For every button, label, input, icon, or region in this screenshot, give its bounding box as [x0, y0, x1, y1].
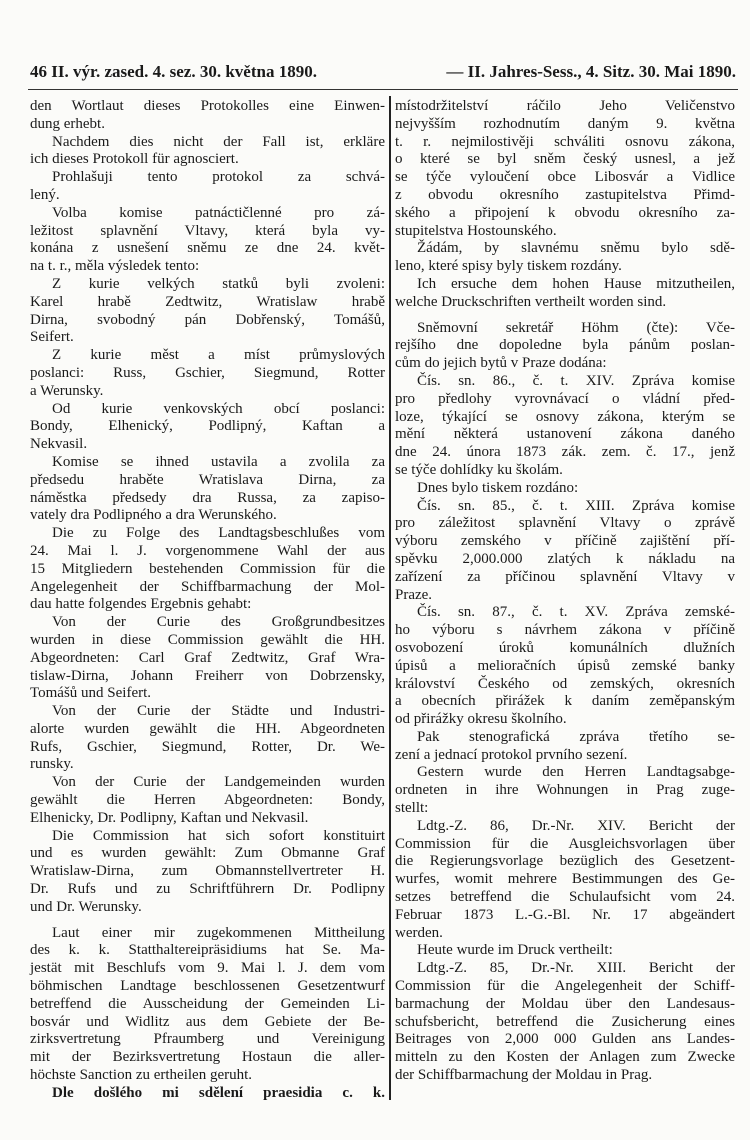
text-line: Die zu Folge des Landtagsbeschlußes vom — [52, 525, 385, 542]
text-line: Dnes bylo tiskem rozdáno: — [417, 479, 579, 496]
text-line: Volba komise patnáctičlenné pro zá- — [52, 204, 385, 221]
text-line: alorte wurden gewählt die HH. Abgeordneten — [30, 720, 385, 737]
text-line: místodržitelství ráčilo Jeho Veličenstvo — [395, 98, 735, 114]
text-line: Commission für die Ausgleichsvorlagen über — [395, 835, 735, 852]
text-line: tislaw-Dirna, Johann Freiherr von Dobrzensky, — [30, 667, 385, 684]
text-line: ordneten in ihre Wohnungen in Prag zuge- — [395, 782, 735, 799]
text-line: Von der Curie des Großgrundbesitzes — [52, 614, 385, 631]
text-line: Seifert. — [30, 329, 74, 346]
text-line: z obvodu okresního zastupitelstva Přimd- — [395, 186, 735, 203]
text-line: Nachdem dies nicht der Fall ist, erkläre — [52, 133, 385, 150]
text-line: schufsbericht, betreffend die Zusicherung eines — [395, 1013, 735, 1030]
text-line: Prohlašuji tento protokol za schvá- — [52, 169, 385, 186]
text-line: Beitrages von 2,000 000 Gulden ans Landes- — [395, 1031, 735, 1048]
paragraph — [30, 134, 385, 170]
text-line: a obecních přirážek k daním zeměpanským — [395, 693, 735, 710]
text-line: loze, týkající se osnovy zákona, kterým se — [395, 408, 735, 425]
text-line: des k. k. Statthaltereipräsidiums hat Se. Ma- — [30, 942, 385, 959]
text-line: ich dieses Protokoll für agnosciert. — [30, 151, 239, 168]
text-line: der Schiffbarmachung der Moldau in Prag. — [395, 1067, 653, 1084]
text-line: Angelegenheit der Schiffbarmachung der Mol- — [30, 578, 385, 595]
text-line: Praze. — [395, 586, 433, 603]
text-line: Von der Curie der Städte und Industri- — [52, 703, 385, 720]
text-line: dung erhebt. — [30, 115, 105, 132]
text-line: na t. r., měla výsledek tento: — [30, 258, 200, 275]
text-line: o které se byl sněm český usnesl, a jež — [395, 151, 735, 168]
paragraph — [395, 480, 735, 498]
text-line: lený. — [30, 186, 60, 203]
paragraph — [395, 960, 735, 1085]
paragraph — [395, 498, 735, 605]
text-line: Abgeordneten: Carl Graf Zedtwitz, Graf Wra- — [30, 649, 385, 666]
text-line: Dirna, svobodný pán Dobřenský, Tomášů, — [30, 311, 385, 328]
paragraph — [395, 604, 735, 729]
paragraph — [30, 401, 385, 454]
text-line: a Werunsky. — [30, 382, 104, 399]
text-line: bosvár und Widlitz aus dem Gebiete der Be- — [30, 1013, 385, 1030]
text-line: mit der Bezirksvertretung Hostaun die aller- — [30, 1049, 385, 1066]
text-line: spěvku 2,000.000 zlatých k nákladu na — [395, 550, 735, 567]
text-line: runsky. — [30, 756, 74, 773]
text-line: leno, které spisy byly tiskem rozdány. — [395, 258, 622, 275]
text-line: Pak stenografická zpráva třetího se- — [417, 728, 735, 745]
text-line: Februar 1873 L.-G.-Bl. Nr. 17 abgeändert — [395, 906, 735, 923]
paragraph — [30, 703, 385, 774]
text-line: náměstka předsedy dra Russa, za zapiso- — [30, 489, 385, 506]
text-line: úpisů a melioračních úpisů zemské banky — [395, 657, 735, 674]
header-german: — II. Jahres-Sess., 4. Sitz. 30. Mai 1890. — [446, 62, 736, 81]
text-line: und Dr. Werunsky. — [30, 898, 142, 915]
text-line: cům do jejich bytů v Praze dodána: — [395, 355, 607, 372]
text-line: Laut einer mir zugekommenen Mittheilung — [52, 924, 385, 941]
text-line: dne 24. února 1873 zák. zem. č. 17., jenž — [395, 444, 735, 461]
text-line: Čís. sn. 85., č. t. XIII. Zpráva komise — [417, 497, 735, 514]
text-line: předsedu hraběte Wratislava Dirna, za — [30, 471, 385, 488]
text-line: ležitost splavnění Vltavy, která byla vy- — [30, 222, 385, 239]
text-line: höchste Sanction zu ertheilen geruht. — [30, 1067, 253, 1084]
text-line: gewählt die Herren Abgeordneten: Bondy, — [30, 792, 385, 809]
paragraph — [395, 373, 735, 480]
text-line: Dr. Rufs und zu Schriftführern Dr. Podlipny — [30, 881, 385, 898]
text-line: Elhenicky, Dr. Podlipny, Kaftan und Nekvasil. — [30, 809, 309, 826]
text-line: Žádám, by slavnému sněmu bylo sdě- — [417, 240, 735, 257]
text-line: wurden in diese Commission gewählt die HH. — [30, 631, 385, 648]
text-line: Ich ersuche dem hohen Hause mitzutheilen, — [417, 275, 735, 292]
text-line: und es wurden gewählt: Zum Obmanne Graf — [30, 845, 385, 862]
paragraph — [30, 525, 385, 614]
text-line: výboru zemského v příčině zajištění pří- — [395, 533, 735, 550]
text-line: zařízení za příčinou splavnění Vltavy v — [395, 568, 735, 585]
text-line: nejvyšším rozhodnutím daným 9. května — [395, 115, 735, 132]
text-line: Heute wurde im Druck vertheilt: — [417, 942, 613, 959]
text-line: dau hatte folgendes Ergebnis gehabt: — [30, 596, 252, 613]
paragraph — [395, 942, 735, 960]
text-line: království Českého od zemských, okresních — [395, 675, 735, 692]
text-line: zení a jednací protokol prvního sezení. — [395, 746, 628, 763]
text-line: od přirážky okresu školního. — [395, 711, 567, 728]
text-line: osvobození úroků komunálních dlužních — [395, 639, 735, 656]
paragraph — [30, 774, 385, 827]
text-line: Gestern wurde den Herren Landtagsabge- — [417, 764, 735, 781]
text-line: konána z usnešení sněmu ze dne 24. květ- — [30, 240, 385, 257]
text-line: t. r. nejmilostivěji schváliti osnovu zákona, — [395, 133, 735, 150]
text-line: barmachung der Moldau über den Landesaus- — [395, 995, 735, 1012]
text-line: pro předlohy vyrovnávací o vládní před- — [395, 390, 735, 407]
text-line: rejšího dne dopoledne byla pánům poslan- — [395, 337, 735, 354]
paragraph — [30, 614, 385, 703]
text-line: Ldtg.-Z. 85, Dr.-Nr. XIII. Bericht der — [417, 960, 735, 977]
text-line: Karel hrabě Zedtwitz, Wratislaw hrabě — [30, 293, 385, 310]
text-line: den Wortlaut dieses Protokolles eine Einwen- — [30, 98, 385, 114]
running-header — [30, 62, 736, 82]
text-line: vately dra Podlipného a dra Werunského. — [30, 507, 277, 524]
text-line: se týče dohlídky ku školám. — [395, 461, 563, 478]
paragraph — [30, 98, 385, 134]
text-line: Čís. sn. 86., č. t. XIV. Zpráva komise — [417, 372, 735, 389]
header-czech: 46 II. výr. zased. 4. sez. 30. května 1890. — [30, 62, 317, 81]
paragraph — [395, 98, 735, 240]
text-line: pro záležitost splavnění Vltavy o zprávě — [395, 515, 735, 532]
paragraph — [30, 1085, 385, 1103]
text-line: Od kurie venkovských obcí poslanci: — [52, 400, 385, 417]
text-line: se týče vyloučení obce Libosvár a Vidlice — [395, 169, 735, 186]
text-line: Z kurie velkých statků byli zvoleni: — [52, 275, 385, 292]
text-line: 15 Mitgliedern bestehenden Commission für die — [30, 560, 385, 577]
text-line: Komise se ihned ustavila a zvolila za — [52, 453, 385, 470]
text-line: Tomášů und Seifert. — [30, 685, 152, 702]
text-line: Dle došlého mi sdělení praesidia c. k. — [52, 1084, 385, 1101]
text-line: jestät mit Beschlufs vom 9. Mai l. J. dem vom — [30, 960, 385, 977]
paragraph — [395, 764, 735, 817]
text-line: stupitelstva Hostounského. — [395, 222, 557, 239]
paragraph — [395, 320, 735, 373]
text-line: böhmischen Landtage beschlossenen Gesetzentwurf — [30, 978, 385, 995]
paragraph — [30, 454, 385, 525]
text-line: Čís. sn. 87., č. t. XV. Zpráva zemské- — [417, 604, 735, 621]
paragraph — [395, 818, 735, 943]
text-line: Wratislaw-Dirna, zum Obmannstellvertreter H. — [30, 863, 385, 880]
text-line: Von der Curie der Landgemeinden wurden — [52, 774, 385, 791]
right-column — [395, 98, 735, 1085]
text-line: ho výboru s návrhem zákona v příčině — [395, 622, 735, 639]
paragraph — [30, 347, 385, 400]
text-line: Sněmovní sekretář Höhm (čte): Vče- — [417, 319, 735, 336]
text-line: Nekvasil. — [30, 436, 88, 453]
text-line: Ldtg.-Z. 86, Dr.-Nr. XIV. Bericht der — [417, 817, 735, 834]
text-line: stellt: — [395, 800, 429, 817]
text-line: poslanci: Russ, Gschier, Siegmund, Rotter — [30, 364, 385, 381]
paragraph — [395, 276, 735, 312]
text-line: die Regierungsvorlage bezüglich des Gesetzent- — [395, 853, 735, 870]
paragraph — [30, 205, 385, 276]
text-line: betreffend die Ausscheidung der Gemeinden Li- — [30, 995, 385, 1012]
text-line: mitteln zu den Kosten der Anlagen zum Zwecke — [395, 1049, 735, 1066]
left-column — [30, 98, 385, 1103]
paragraph — [30, 925, 385, 1085]
text-line: 24. Mai l. J. vorgenommene Wahl der aus — [30, 542, 385, 559]
column-divider — [389, 96, 391, 1100]
text-line: Z kurie měst a míst průmyslových — [52, 347, 385, 364]
paragraph — [395, 240, 735, 276]
paragraph — [30, 169, 385, 205]
text-line: ského a připojení k obvodu okresního za- — [395, 204, 735, 221]
text-line: Rufs, Gschier, Siegmund, Rotter, Dr. We- — [30, 738, 385, 755]
text-line: wurfes, womit mehrere Bestimmungen des Ge- — [395, 871, 735, 888]
text-line: zirksvertretung Pfraumberg und Vereinigung — [30, 1031, 385, 1048]
paragraph — [30, 276, 385, 347]
text-line: werden. — [395, 924, 443, 941]
paragraph — [30, 828, 385, 917]
text-line: setzes betreffend die Schulaufsicht vom 24. — [395, 889, 735, 906]
text-line: Bondy, Elhenický, Podlipný, Kaftan a — [30, 418, 385, 435]
text-line: Die Commission hat sich sofort konstituirt — [52, 827, 385, 844]
text-line: welche Druckschriften vertheilt worden sind. — [395, 293, 667, 310]
paragraph — [395, 729, 735, 765]
text-line: Commission für die Angelegenheit der Schiff- — [395, 978, 735, 995]
text-line: mění některá ustanovení zákona daného — [395, 426, 735, 443]
header-rule — [28, 89, 738, 90]
